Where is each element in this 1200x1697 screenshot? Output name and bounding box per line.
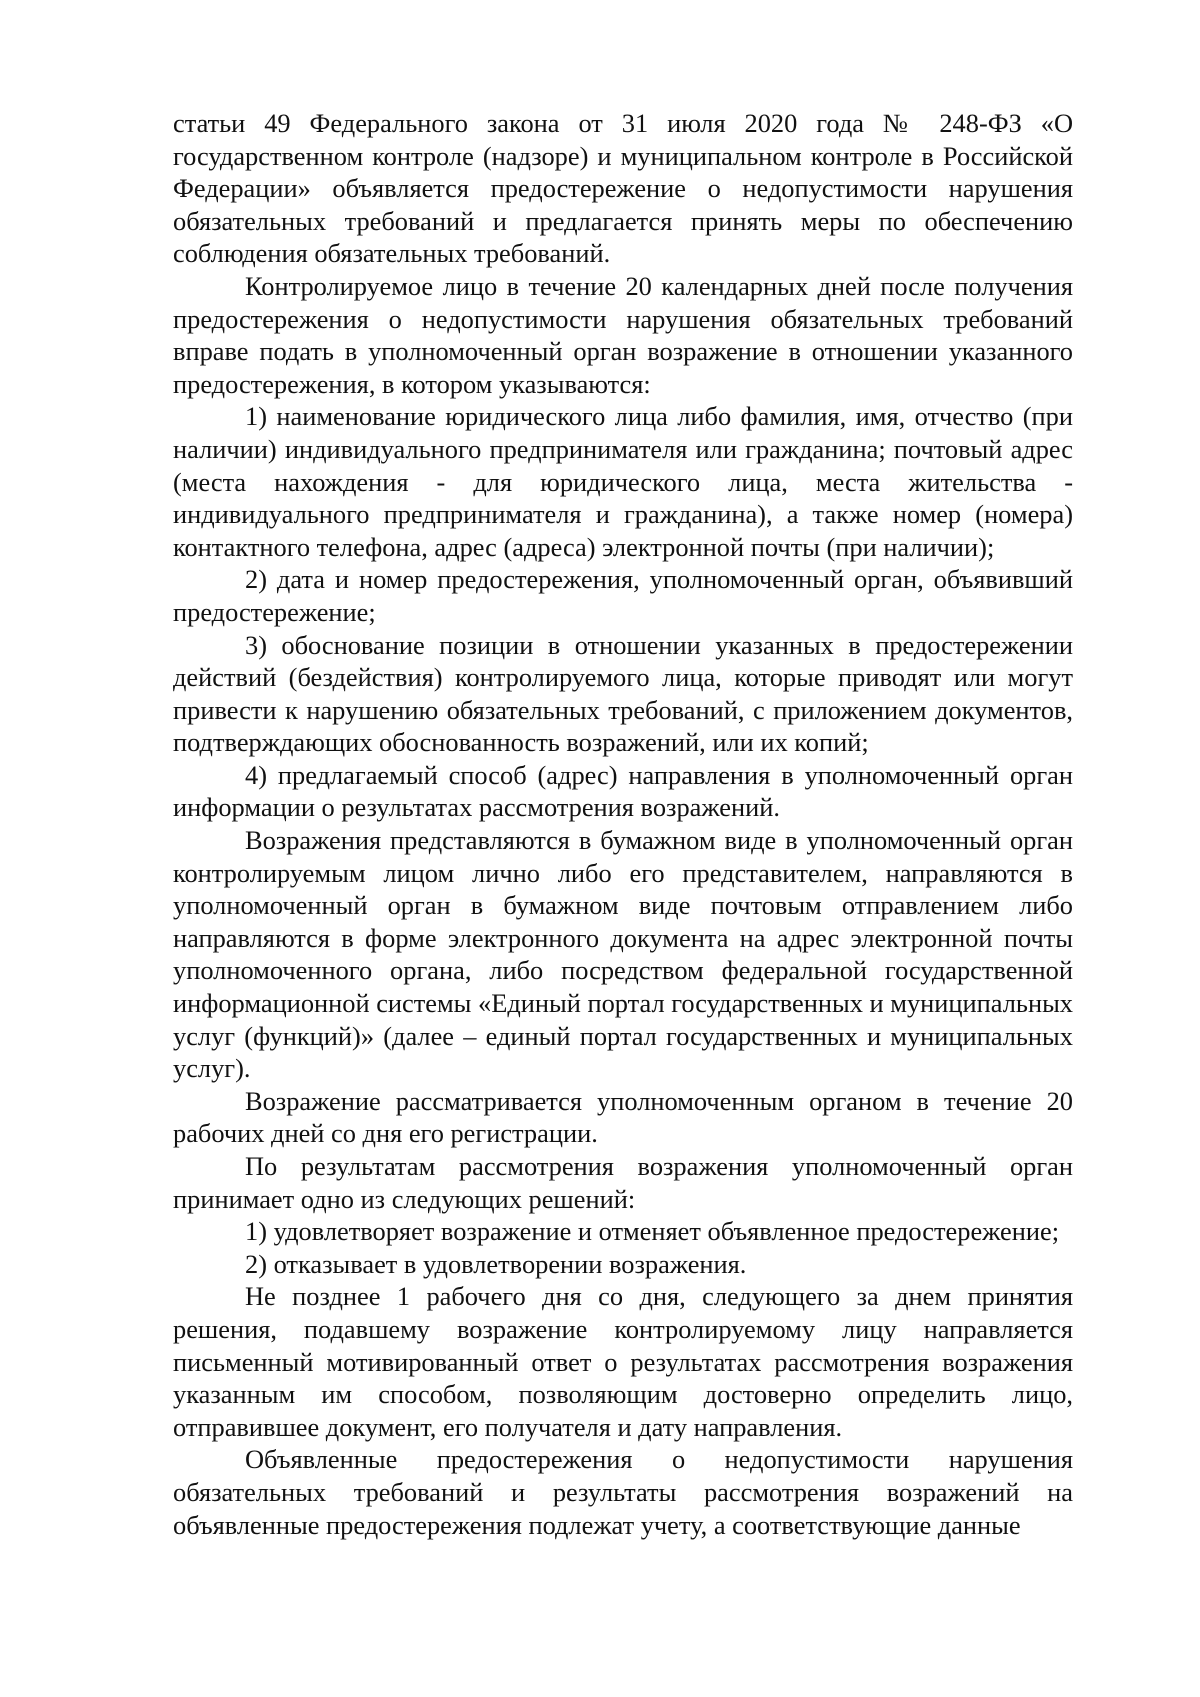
list-item-1: 1) наименование юридического лица либо фамилия, имя, отчество (при наличии) индивидуального предпринимателя или гражданина; почтовый адрес (места нахождения - для юридического лица, места жительства - индивидуального предпринимателя и гражданина), а также номер (номера) контактного телефона, адрес (адреса) электронной почты (при наличии); <box>173 401 1073 562</box>
paragraph-continuation: статьи 49 Федерального закона от 31 июля 2020 года № 248-ФЗ «О государственном контроле (надзоре) и муниципальном контроле в Российской Федерации» объявляется предостережение о недопустимости нарушения обязательных требований и предлагается принять меры по обеспечению соблюдения обязательных требований. <box>173 108 1073 269</box>
paragraph-decisions: По результатам рассмотрения возражения уполномоченный орган принимает одно из следующих решений: <box>173 1151 1073 1214</box>
decision-item-2: 2) отказывает в удовлетворении возражения. <box>245 1248 747 1279</box>
list-item-3: 3) обоснование позиции в отношении указанных в предостережении действий (бездействия) контролируемого лица, которые приводят или могут привести к нарушению обязательных требований, с приложением документов, подтверждающих обоснованность возражений, или их копий; <box>173 629 1073 758</box>
document-page <box>173 107 1073 1541</box>
list-item-2: 2) дата и номер предостережения, уполномоченный орган, объявивший предостережение; <box>173 564 1073 627</box>
decision-item-1: 1) удовлетворяет возражение и отменяет объявленное предостережение; <box>245 1216 1060 1247</box>
list-item-4: 4) предлагаемый способ (адрес) направления в уполномоченный орган информации о результатах рассмотрения возражений. <box>173 759 1073 823</box>
paragraph-objection-right: Контролируемое лицо в течение 20 календарных дней после получения предостережения о недопустимости нарушения обязательных требований вправе подать в уполномоченный орган возражение в отношении указанного предостережения, в котором указываются: <box>173 270 1073 399</box>
paragraph-submission: Возражения представляются в бумажном виде в уполномоченный орган контролируемым лицом лично либо его представителем, направляются в уполномоченный орган в бумажном виде почтовым отправлением либо направляются в форме электронного документа на адрес электронной почты уполномоченного органа, либо посредством федеральной государственной информационной системы «Единый портал государственных и муниципальных услуг (функций)» (далее – единый портал государственных и муниципальных услуг). <box>173 825 1073 1084</box>
paragraph-accounting: Объявленные предостережения о недопустимости нарушения обязательных требований и результаты рассмотрения возражений на объявленные предостережения подлежат учету, а соответствующие данные <box>173 1444 1073 1540</box>
paragraph-review-period: Возражение рассматривается уполномоченным органом в течение 20 рабочих дней со дня его регистрации. <box>173 1085 1073 1149</box>
paragraph-response: Не позднее 1 рабочего дня со дня, следующего за днем принятия решения, подавшему возражение контролируемому лицу направляется письменный мотивированный ответ о результатах рассмотрения возражения указанным им способом, позволяющим достоверно определить лицо, отправившее документ, его получателя и дату направления. <box>173 1281 1073 1442</box>
